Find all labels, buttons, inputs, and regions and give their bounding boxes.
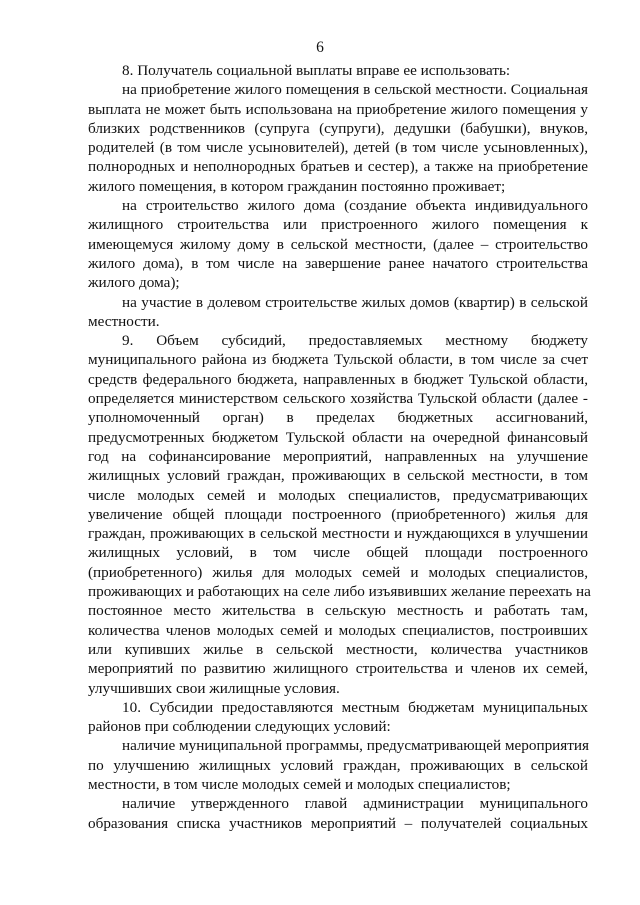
text-line: местности. bbox=[88, 312, 160, 330]
text-line: имеющемуся жилому дому в сельской местности, (далее – строительство bbox=[88, 235, 588, 253]
text-line: жилищных условий, в том числе общей площади построенного bbox=[88, 544, 588, 562]
text-line: муниципального района из бюджета Тульской области, в том числе за счет bbox=[88, 351, 588, 369]
text-line: постоянное место жительства в сельскую местность и работать там, bbox=[88, 602, 588, 620]
text-line: близких родственников (супруга (супруги), дедушки (бабушки), внуков, bbox=[88, 119, 588, 137]
text-line: или купивших жилье в сельской местности, количества участников bbox=[88, 640, 588, 658]
text-line: местности, в том числе молодых семей и молодых специалистов; bbox=[88, 775, 511, 793]
text-line: предусмотренных бюджетом Тульской области на очередной финансовый bbox=[88, 428, 588, 446]
text-line: увеличение общей площади построенного (приобретенного) жилья для bbox=[88, 505, 588, 523]
text-line: проживающих и работающих на селе либо изъявивших желание переехать на bbox=[88, 583, 591, 601]
text-line: полнородных и неполнородных братьев и сестер), а также на приобретение bbox=[88, 158, 588, 176]
text-line: количества членов молодых семей и молодых специалистов, построивших bbox=[88, 621, 588, 639]
page-number: 6 bbox=[316, 39, 324, 56]
text-line: жилого дома); bbox=[88, 274, 180, 292]
text-line: улучшивших свои жилищные условия. bbox=[88, 679, 340, 697]
text-line: мероприятий по развитию жилищного строительства и членов их семей, bbox=[88, 660, 588, 678]
text-line: образования списка участников мероприятий – получателей социальных bbox=[88, 814, 588, 832]
text-line: жилищного строительства или пристроенного жилого помещения к bbox=[88, 216, 588, 234]
text-line: выплата не может быть использована на приобретение жилого помещения у bbox=[88, 100, 588, 118]
text-line: по улучшению жилищных условий граждан, проживающих в сельской bbox=[88, 756, 588, 774]
text-line: 10. Субсидии предоставляются местным бюджетам муниципальных bbox=[122, 698, 588, 716]
text-line: граждан, проживающих в сельской местности и нуждающихся в улучшении bbox=[88, 525, 588, 543]
text-line: 9. Объем субсидий, предоставляемых местному бюджету bbox=[122, 332, 588, 350]
text-line: год на софинансирование мероприятий, направленных на улучшение bbox=[88, 447, 588, 465]
text-line: районов при соблюдении следующих условий: bbox=[88, 718, 391, 736]
text-line: родителей (в том числе усыновителей), детей (в том числе усыновленных), bbox=[88, 139, 588, 157]
text-line: жилого помещения, в котором гражданин постоянно проживает; bbox=[88, 177, 506, 195]
text-line: определяется министерством сельского хозяйства Тульской области (далее - bbox=[88, 390, 588, 408]
text-line: (приобретенного) жилья для молодых семей и молодых специалистов, bbox=[88, 563, 588, 581]
text-line: на участие в долевом строительстве жилых домов (квартир) в сельской bbox=[122, 293, 588, 311]
text-line: средств федерального бюджета, направленных в бюджет Тульской области, bbox=[88, 370, 588, 388]
text-line: на приобретение жилого помещения в сельской местности. Социальная bbox=[122, 81, 588, 99]
text-line: жилого дома), в том числе на завершение ранее начатого строительства bbox=[88, 254, 588, 272]
text-line: уполномоченный орган) в пределах бюджетных ассигнований, bbox=[88, 409, 588, 427]
document-body bbox=[88, 61, 591, 833]
text-line: 8. Получатель социальной выплаты вправе ее использовать: bbox=[122, 62, 511, 79]
text-line: жилищных условий граждан, проживающих в сельской местности, в том bbox=[88, 467, 588, 485]
text-line: числе молодых семей и молодых специалистов, предусматривающих bbox=[88, 486, 588, 504]
text-line: на строительство жилого дома (создание объекта индивидуального bbox=[122, 197, 588, 215]
text-line: наличие утвержденного главой администрации муниципального bbox=[122, 795, 588, 813]
text-line: наличие муниципальной программы, предусматривающей мероприятия bbox=[122, 737, 590, 755]
